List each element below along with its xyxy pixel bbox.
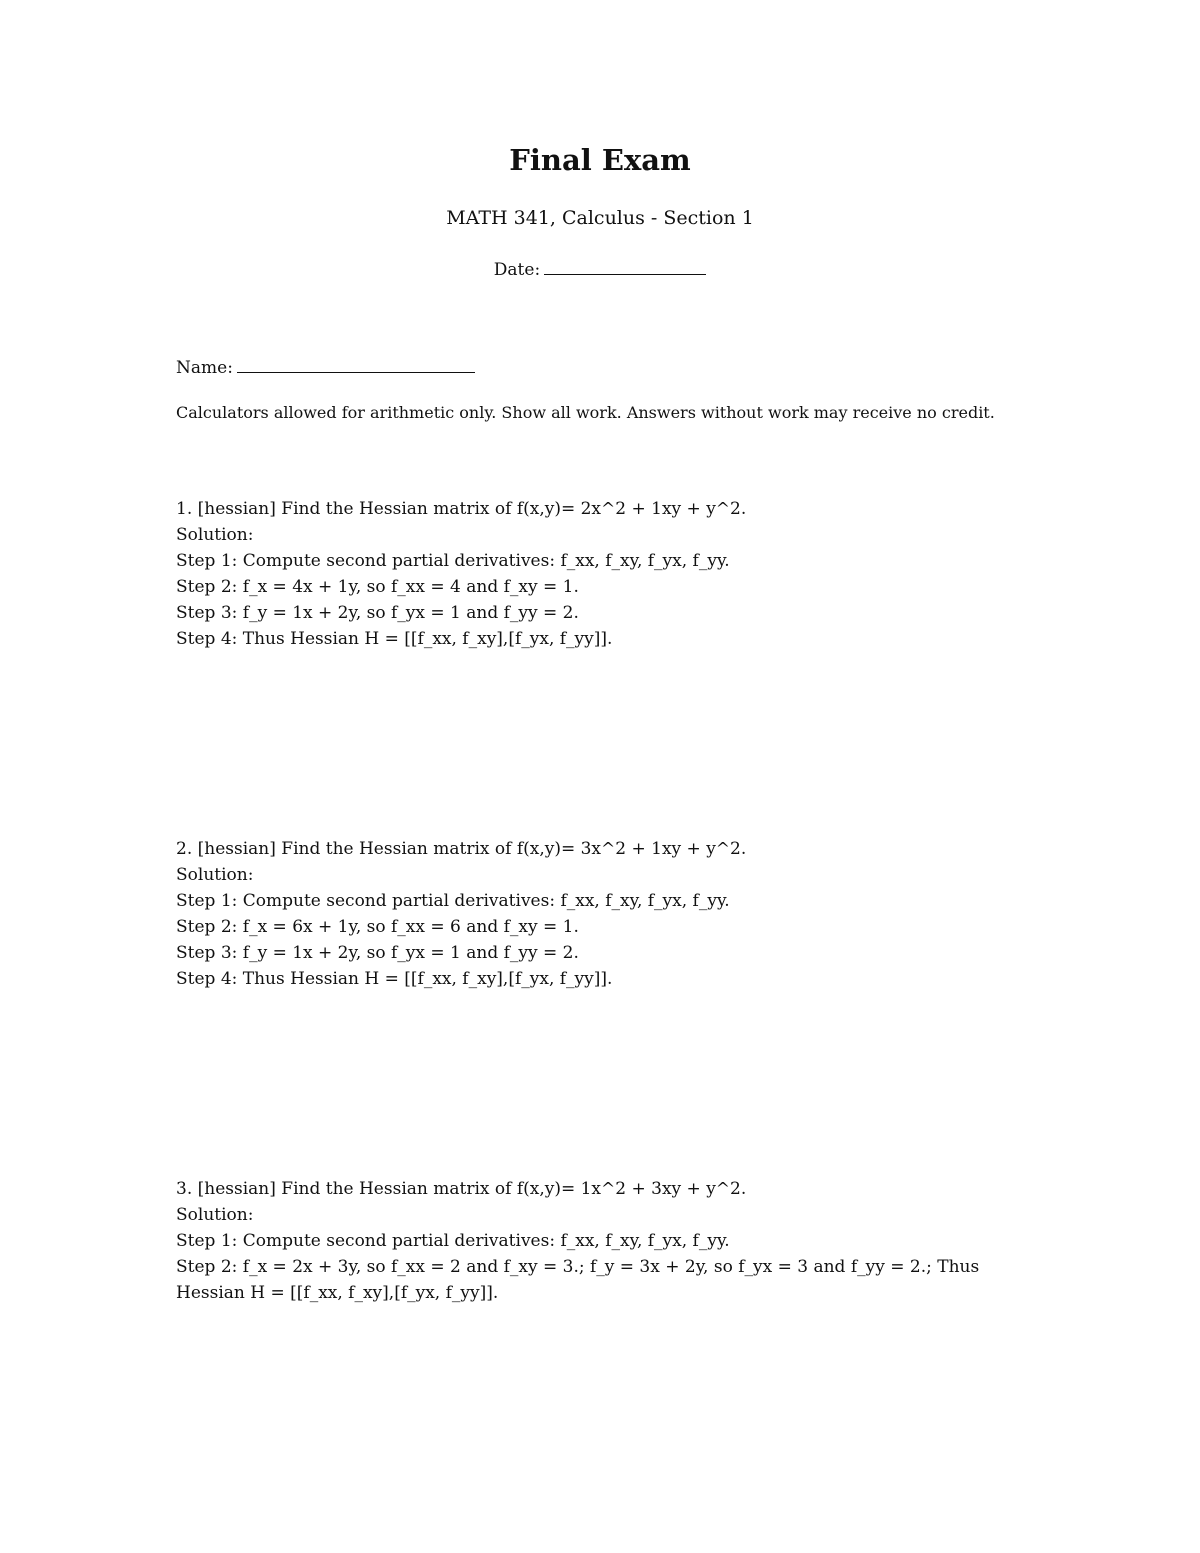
page-title: Final Exam — [509, 143, 691, 177]
solution-label: Solution: — [176, 1205, 254, 1225]
name-line — [176, 354, 475, 381]
solution-step: Step 1: Compute second partial derivatives: f_xx, f_xy, f_yx, f_yy. — [176, 1231, 730, 1251]
solution-step: Step 1: Compute second partial derivatives: f_xx, f_xy, f_yx, f_yy. — [176, 891, 730, 911]
question-prompt: 2. [hessian] Find the Hessian matrix of f(x,y)= 3x^2 + 1xy + y^2. — [176, 839, 747, 859]
solution-step: Step 4: Thus Hessian H = [[f_xx, f_xy],[f_yx, f_yy]]. — [176, 629, 613, 649]
solution-label: Solution: — [176, 865, 254, 885]
name-label: Name: — [176, 358, 233, 378]
course-subtitle: MATH 341, Calculus - Section 1 — [446, 207, 754, 229]
solution-step: Step 3: f_y = 1x + 2y, so f_yx = 1 and f_yy = 2. — [176, 603, 579, 623]
solution-step: Step 4: Thus Hessian H = [[f_xx, f_xy],[f_yx, f_yy]]. — [176, 969, 613, 989]
question-2 — [176, 836, 1036, 992]
name-blank — [237, 354, 475, 373]
date-label: Date: — [493, 260, 541, 280]
date-blank — [544, 256, 706, 275]
instructions: Calculators allowed for arithmetic only. Show all work. Answers without work may receive no credit. — [176, 403, 995, 422]
date-line — [0, 256, 1200, 283]
solution-label: Solution: — [176, 525, 254, 545]
solution-step: Step 2: f_x = 6x + 1y, so f_xx = 6 and f_xy = 1. — [176, 917, 579, 937]
solution-step: Step 2: f_x = 2x + 3y, so f_xx = 2 and f_xy = 3.; f_y = 3x + 2y, so f_yx = 3 and f_yy = 2.; Thus Hessian H = [[f_xx, f_xy],[f_yx, f_yy]]. — [176, 1257, 980, 1303]
question-prompt: 1. [hessian] Find the Hessian matrix of f(x,y)= 2x^2 + 1xy + y^2. — [176, 499, 747, 519]
solution-step: Step 3: f_y = 1x + 2y, so f_yx = 1 and f_yy = 2. — [176, 943, 579, 963]
question-1 — [176, 496, 1036, 652]
solution-step: Step 2: f_x = 4x + 1y, so f_xx = 4 and f_xy = 1. — [176, 577, 579, 597]
question-prompt: 3. [hessian] Find the Hessian matrix of f(x,y)= 1x^2 + 3xy + y^2. — [176, 1179, 747, 1199]
question-3 — [176, 1176, 1036, 1306]
solution-step: Step 1: Compute second partial derivatives: f_xx, f_xy, f_yx, f_yy. — [176, 551, 730, 571]
